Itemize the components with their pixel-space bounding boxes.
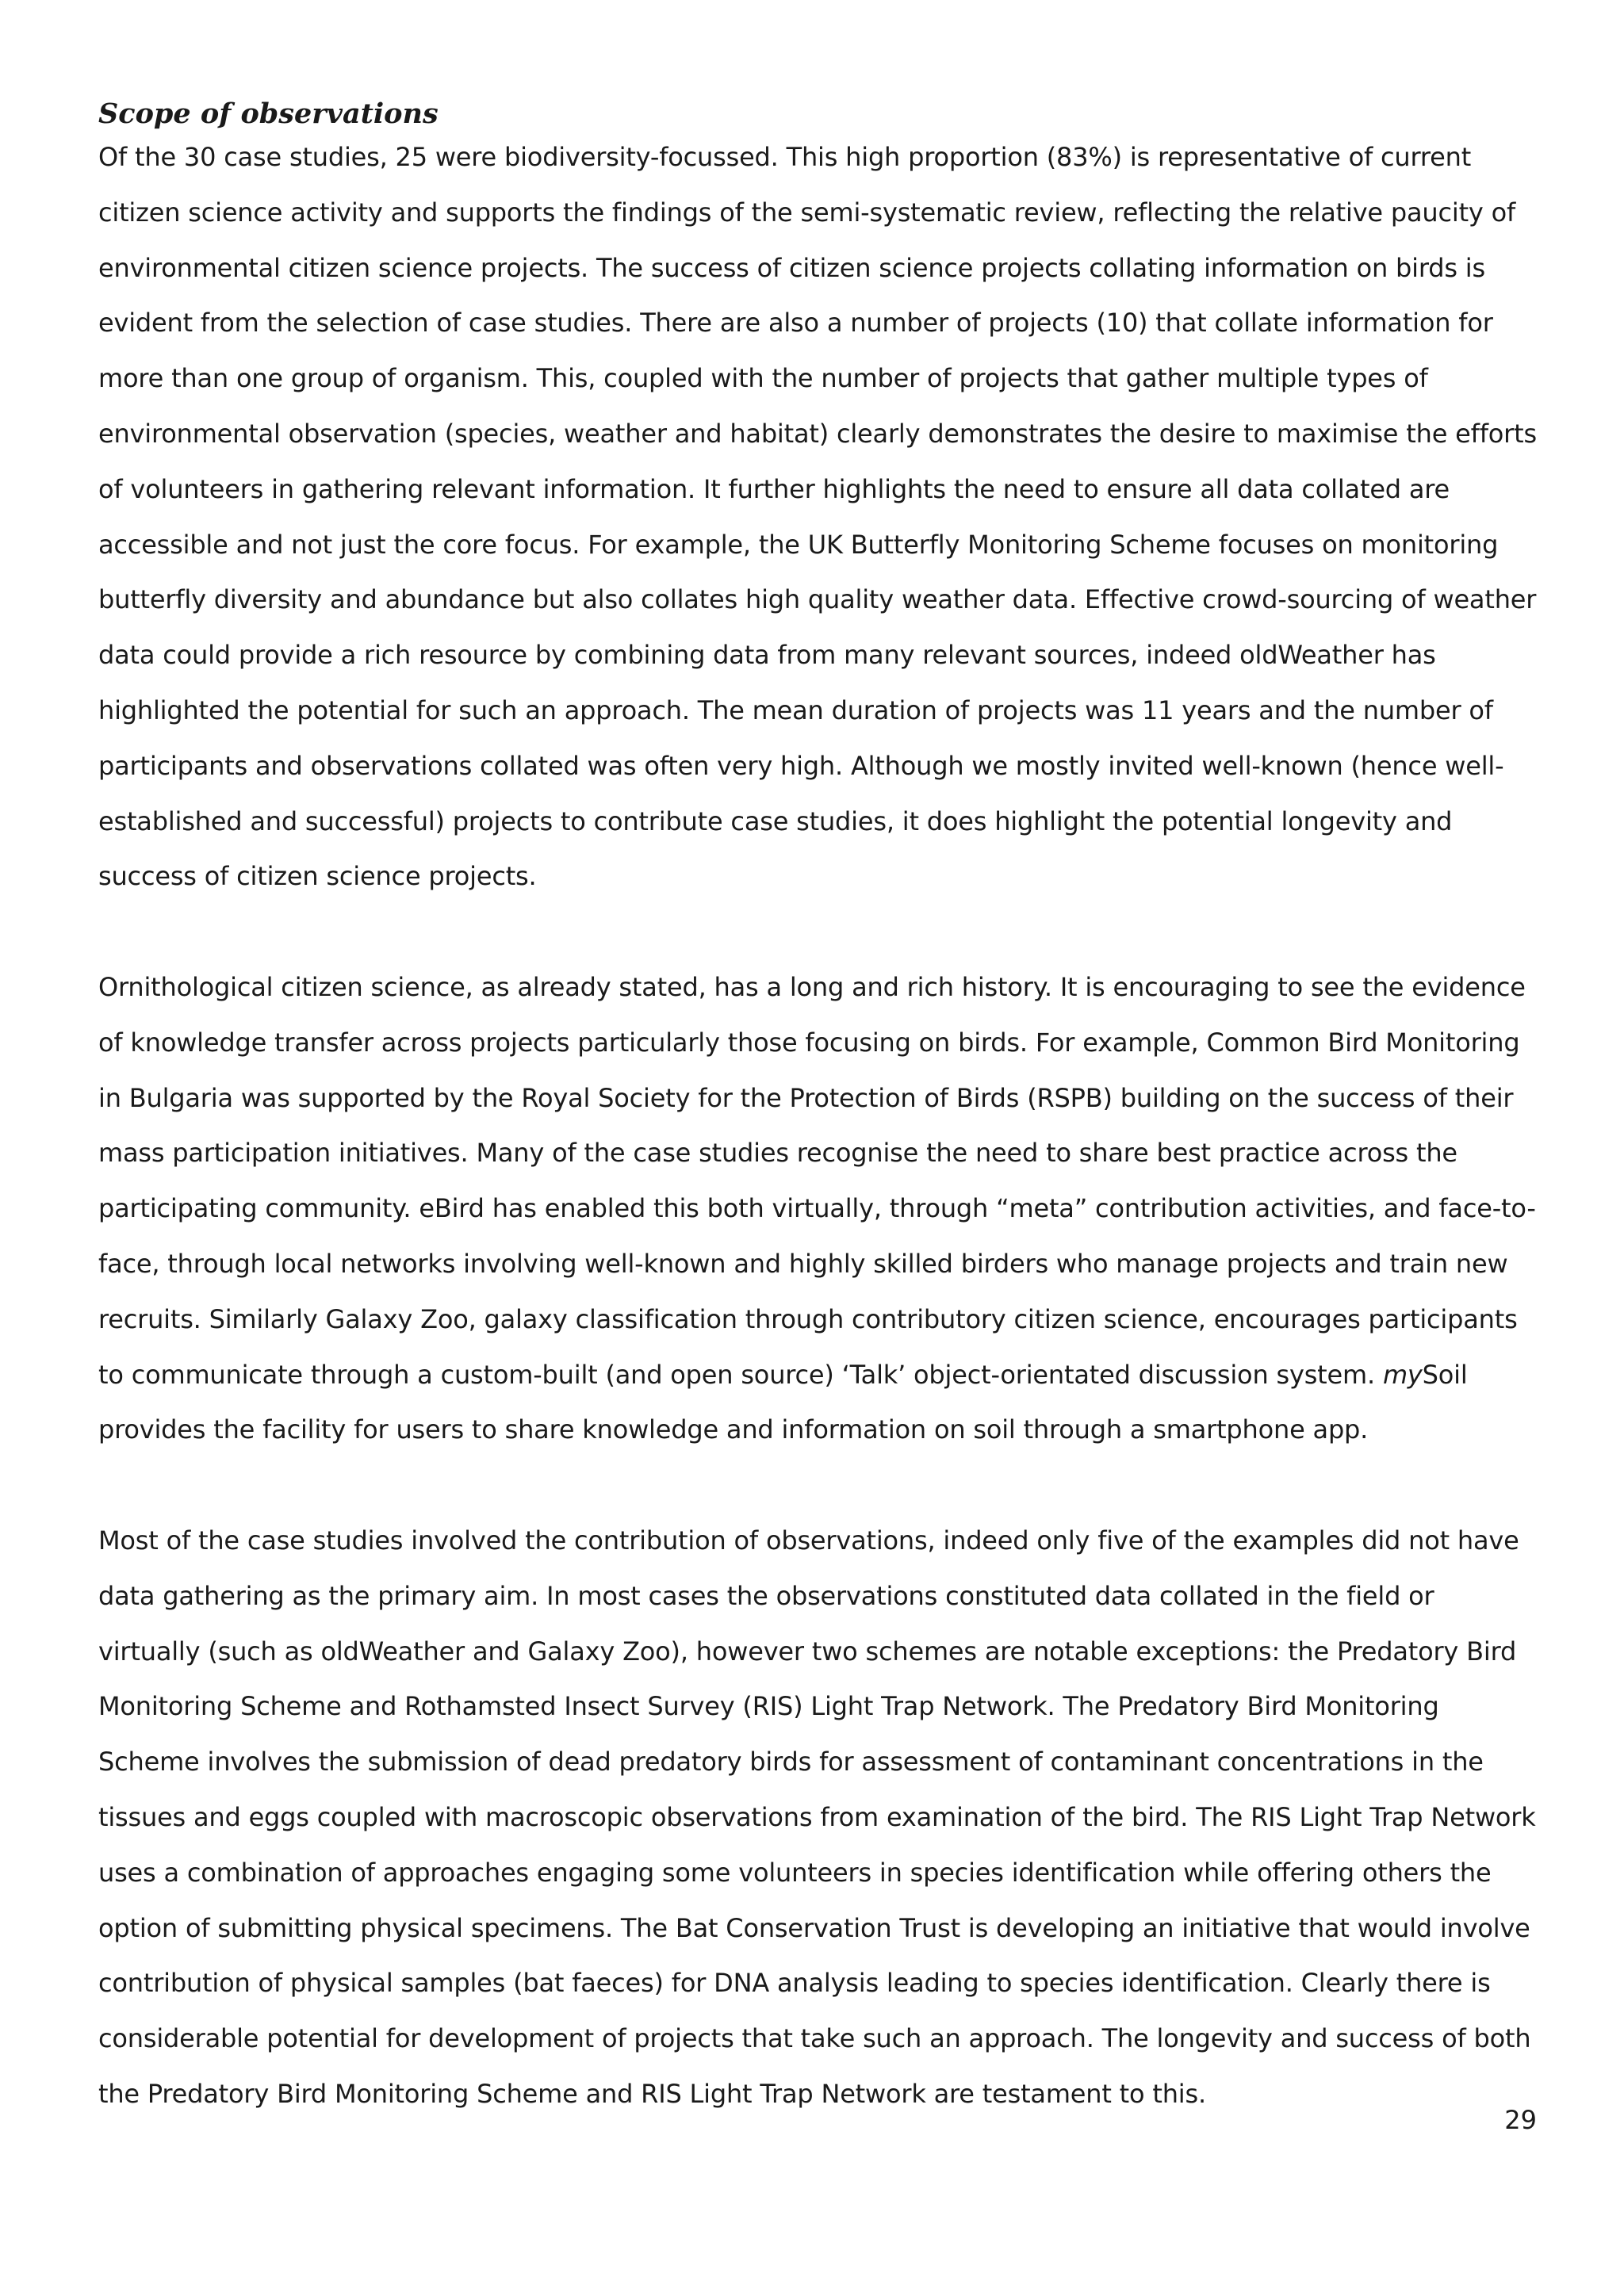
paragraph-text: Soil provides the facility for users to share knowledge and information on soil through a smartphone app. [98,1359,1468,1445]
page-number: 29 [1504,2105,1537,2135]
page-body [98,94,1540,2122]
paragraph-ornithological [98,960,1540,1458]
paragraph-scope: Of the 30 case studies, 25 were biodiversity-focussed. This high proportion (83%) is representative of current citizen science activity and supports the findings of the semi-systematic review, reflecting the relative paucity of environmental citizen science projects. The success of citizen science projects collating information on birds is evident from the selection of case studies. There are also a number of projects (10) that collate information for more than one group of organism. This, coupled with the number of projects that gather multiple types of environmental observation (species, weather and habitat) clearly demonstrates the desire to maximise the efforts of volunteers in gathering relevant information. It further highlights the need to ensure all data collated are accessible and not just the core focus. For example, the UK Butterfly Monitoring Scheme focuses on monitoring butterfly diversity and abundance but also collates high quality weather data. Effective crowd-sourcing of weather data could provide a rich resource by combining data from many relevant sources, indeed oldWeather has highlighted the potential for such an approach. The mean duration of projects was 11 years and the number of participants and observations collated was often very high. Although we mostly invited well-known (hence well-established and successful) projects to contribute case studies, it does highlight the potential longevity and success of citizen science projects. [98,142,1537,892]
italic-project-prefix: my [1382,1359,1423,1390]
paragraph-text: Ornithological citizen science, as already stated, has a long and rich history. It is encouraging to see the evidence of knowledge transfer across projects particularly those focusing on birds. For example, Common Bird Monitoring in Bulgaria was supported by the Royal Society for the Protection of Birds (RSPB) building on the success of their mass participation initiatives. Many of the case studies recognise the need to share best practice across the participating community. eBird has enabled this both virtually, through “meta” contribution activities, and face-to-face, through local networks involving well-known and highly skilled birders who manage projects and train new recruits. Similarly Galaxy Zoo, galaxy classification through contributory citizen science, encourages participants to communicate through a custom-built (and open source) ‘Talk’ object-orientated discussion system. [98,971,1536,1390]
paragraph-observations: Most of the case studies involved the contribution of observations, indeed only five of the examples did not have data gathering as the primary aim. In most cases the observations constituted data collated in the field or virtually (such as oldWeather and Galaxy Zoo), however two schemes are notable exceptions: the Predatory Bird Monitoring Scheme and Rothamsted Insect Survey (RIS) Light Trap Network. The Predatory Bird Monitoring Scheme involves the submission of dead predatory birds for assessment of contaminant concentrations in the tissues and eggs coupled with macroscopic observations from examination of the bird. The RIS Light Trap Network uses a combination of approaches engaging some volunteers in species identification while offering others the option of submitting physical specimens. The Bat Conservation Trust is developing an initiative that would involve contribution of physical samples (bat faeces) for DNA analysis leading to species identification. Clearly there is considerable potential for development of projects that take such an approach. The longevity and success of both the Predatory Bird Monitoring Scheme and RIS Light Trap Network are testament to this. [98,1525,1536,2109]
section-heading: Scope of observations [98,98,439,130]
